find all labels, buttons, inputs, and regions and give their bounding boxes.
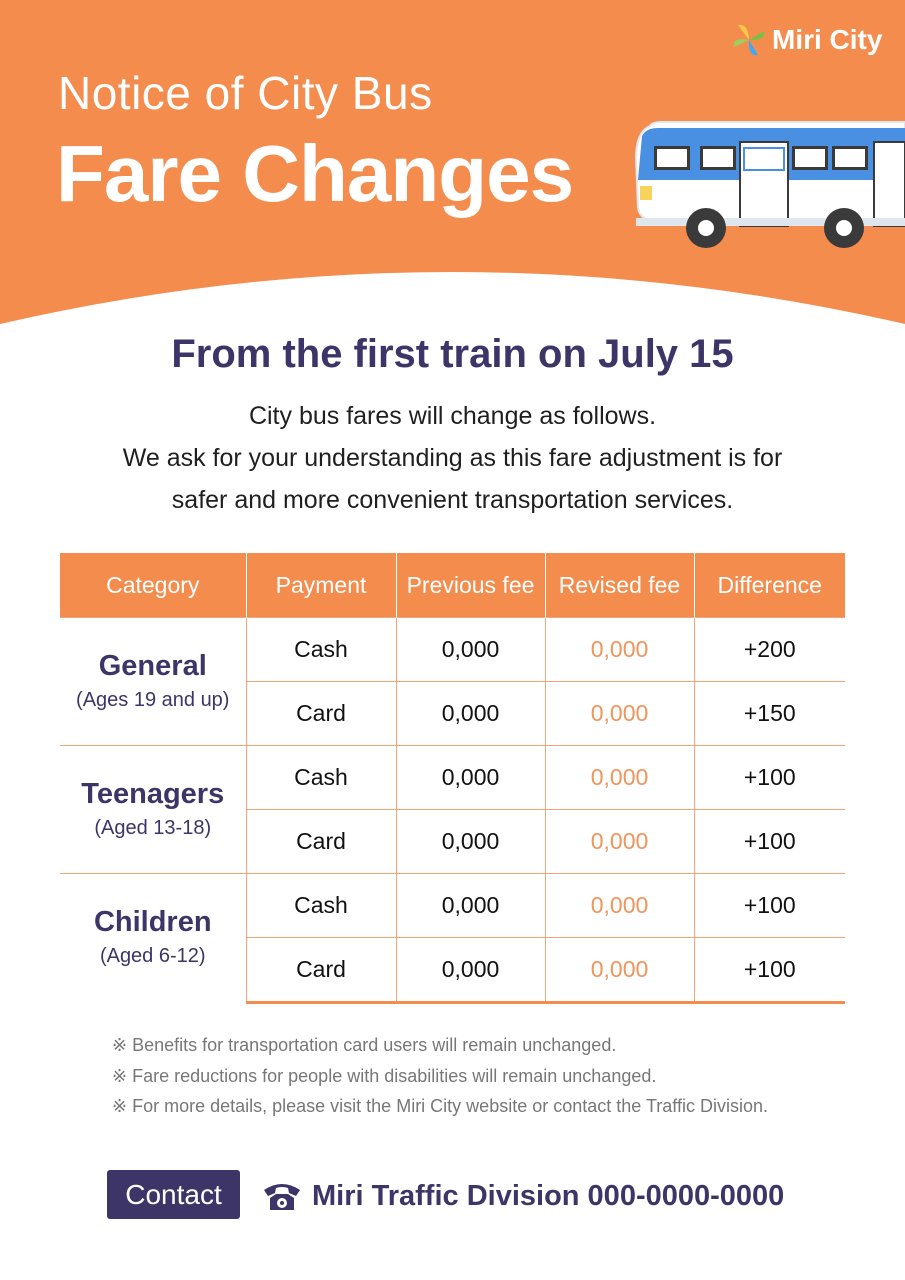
previous-fee-cell: 0,000 <box>396 810 545 874</box>
difference-cell: +100 <box>694 938 845 1003</box>
category-cell <box>60 874 246 1003</box>
phone-icon <box>262 1180 302 1212</box>
payment-cell: Card <box>246 938 396 1003</box>
revised-fee-cell: 0,000 <box>545 746 694 810</box>
category-name: Teenagers <box>81 777 225 810</box>
category-name: General <box>98 649 207 682</box>
pinwheel-icon <box>730 21 768 59</box>
intro-line: safer and more convenient transportation services. <box>171 486 734 514</box>
previous-fee-cell: 0,000 <box>396 618 545 682</box>
footnote: ※ For more details, please visit the Miri City website or contact the Traffic Division. <box>112 1096 768 1116</box>
header-title: Fare Changes <box>56 129 574 218</box>
payment-cell: Cash <box>246 618 396 682</box>
intro-text <box>0 395 905 521</box>
category-cell <box>60 618 246 746</box>
previous-fee-cell: 0,000 <box>396 938 545 1003</box>
difference-cell: +100 <box>694 746 845 810</box>
contact-badge: Contact <box>107 1170 240 1219</box>
previous-fee-cell: 0,000 <box>396 874 545 938</box>
difference-cell: +100 <box>694 874 845 938</box>
footnotes <box>112 1030 768 1122</box>
header-banner <box>0 0 905 340</box>
difference-cell: +150 <box>694 682 845 746</box>
intro-line: We ask for your understanding as this fare adjustment is for <box>122 444 783 472</box>
column-header: Revised fee <box>545 553 694 618</box>
column-header: Category <box>60 553 246 618</box>
difference-cell: +200 <box>694 618 845 682</box>
column-header: Payment <box>246 553 396 618</box>
revised-fee-cell: 0,000 <box>545 682 694 746</box>
payment-cell: Card <box>246 810 396 874</box>
difference-cell: +100 <box>694 810 845 874</box>
category-age-range: (Aged 6-12) <box>99 945 206 968</box>
payment-cell: Card <box>246 682 396 746</box>
contact-info <box>262 1174 784 1218</box>
brand-name: Miri City <box>772 24 883 55</box>
brand-logo <box>730 20 882 60</box>
category-age-range: (Aged 13-18) <box>94 816 212 839</box>
category-cell <box>60 746 246 874</box>
table-row <box>60 874 845 938</box>
previous-fee-cell: 0,000 <box>396 746 545 810</box>
previous-fee-cell: 0,000 <box>396 682 545 746</box>
payment-cell: Cash <box>246 746 396 810</box>
revised-fee-cell: 0,000 <box>545 618 694 682</box>
table-row <box>60 746 845 810</box>
header-subtitle: Notice of City Bus <box>58 67 433 119</box>
revised-fee-cell: 0,000 <box>545 810 694 874</box>
revised-fee-cell: 0,000 <box>545 938 694 1003</box>
intro-line: City bus fares will change as follows. <box>248 402 657 430</box>
contact-text: Miri Traffic Division 000-0000-0000 <box>312 1179 785 1212</box>
table-header-row <box>60 553 845 618</box>
footnote: ※ Fare reductions for people with disabilities will remain unchanged. <box>112 1065 657 1086</box>
category-name: Children <box>93 906 212 939</box>
category-age-range: (Ages 19 and up) <box>76 688 230 711</box>
column-header: Previous fee <box>396 553 545 618</box>
table-row <box>60 618 845 682</box>
bus-illustration <box>632 118 905 250</box>
footnote: ※ Benefits for transportation card users will remain unchanged. <box>112 1035 617 1055</box>
column-header: Difference <box>694 553 845 618</box>
payment-cell: Cash <box>246 874 396 938</box>
revised-fee-cell: 0,000 <box>545 874 694 938</box>
effective-date-headline: From the first train on July 15 <box>171 332 734 376</box>
fare-table <box>60 553 845 1004</box>
